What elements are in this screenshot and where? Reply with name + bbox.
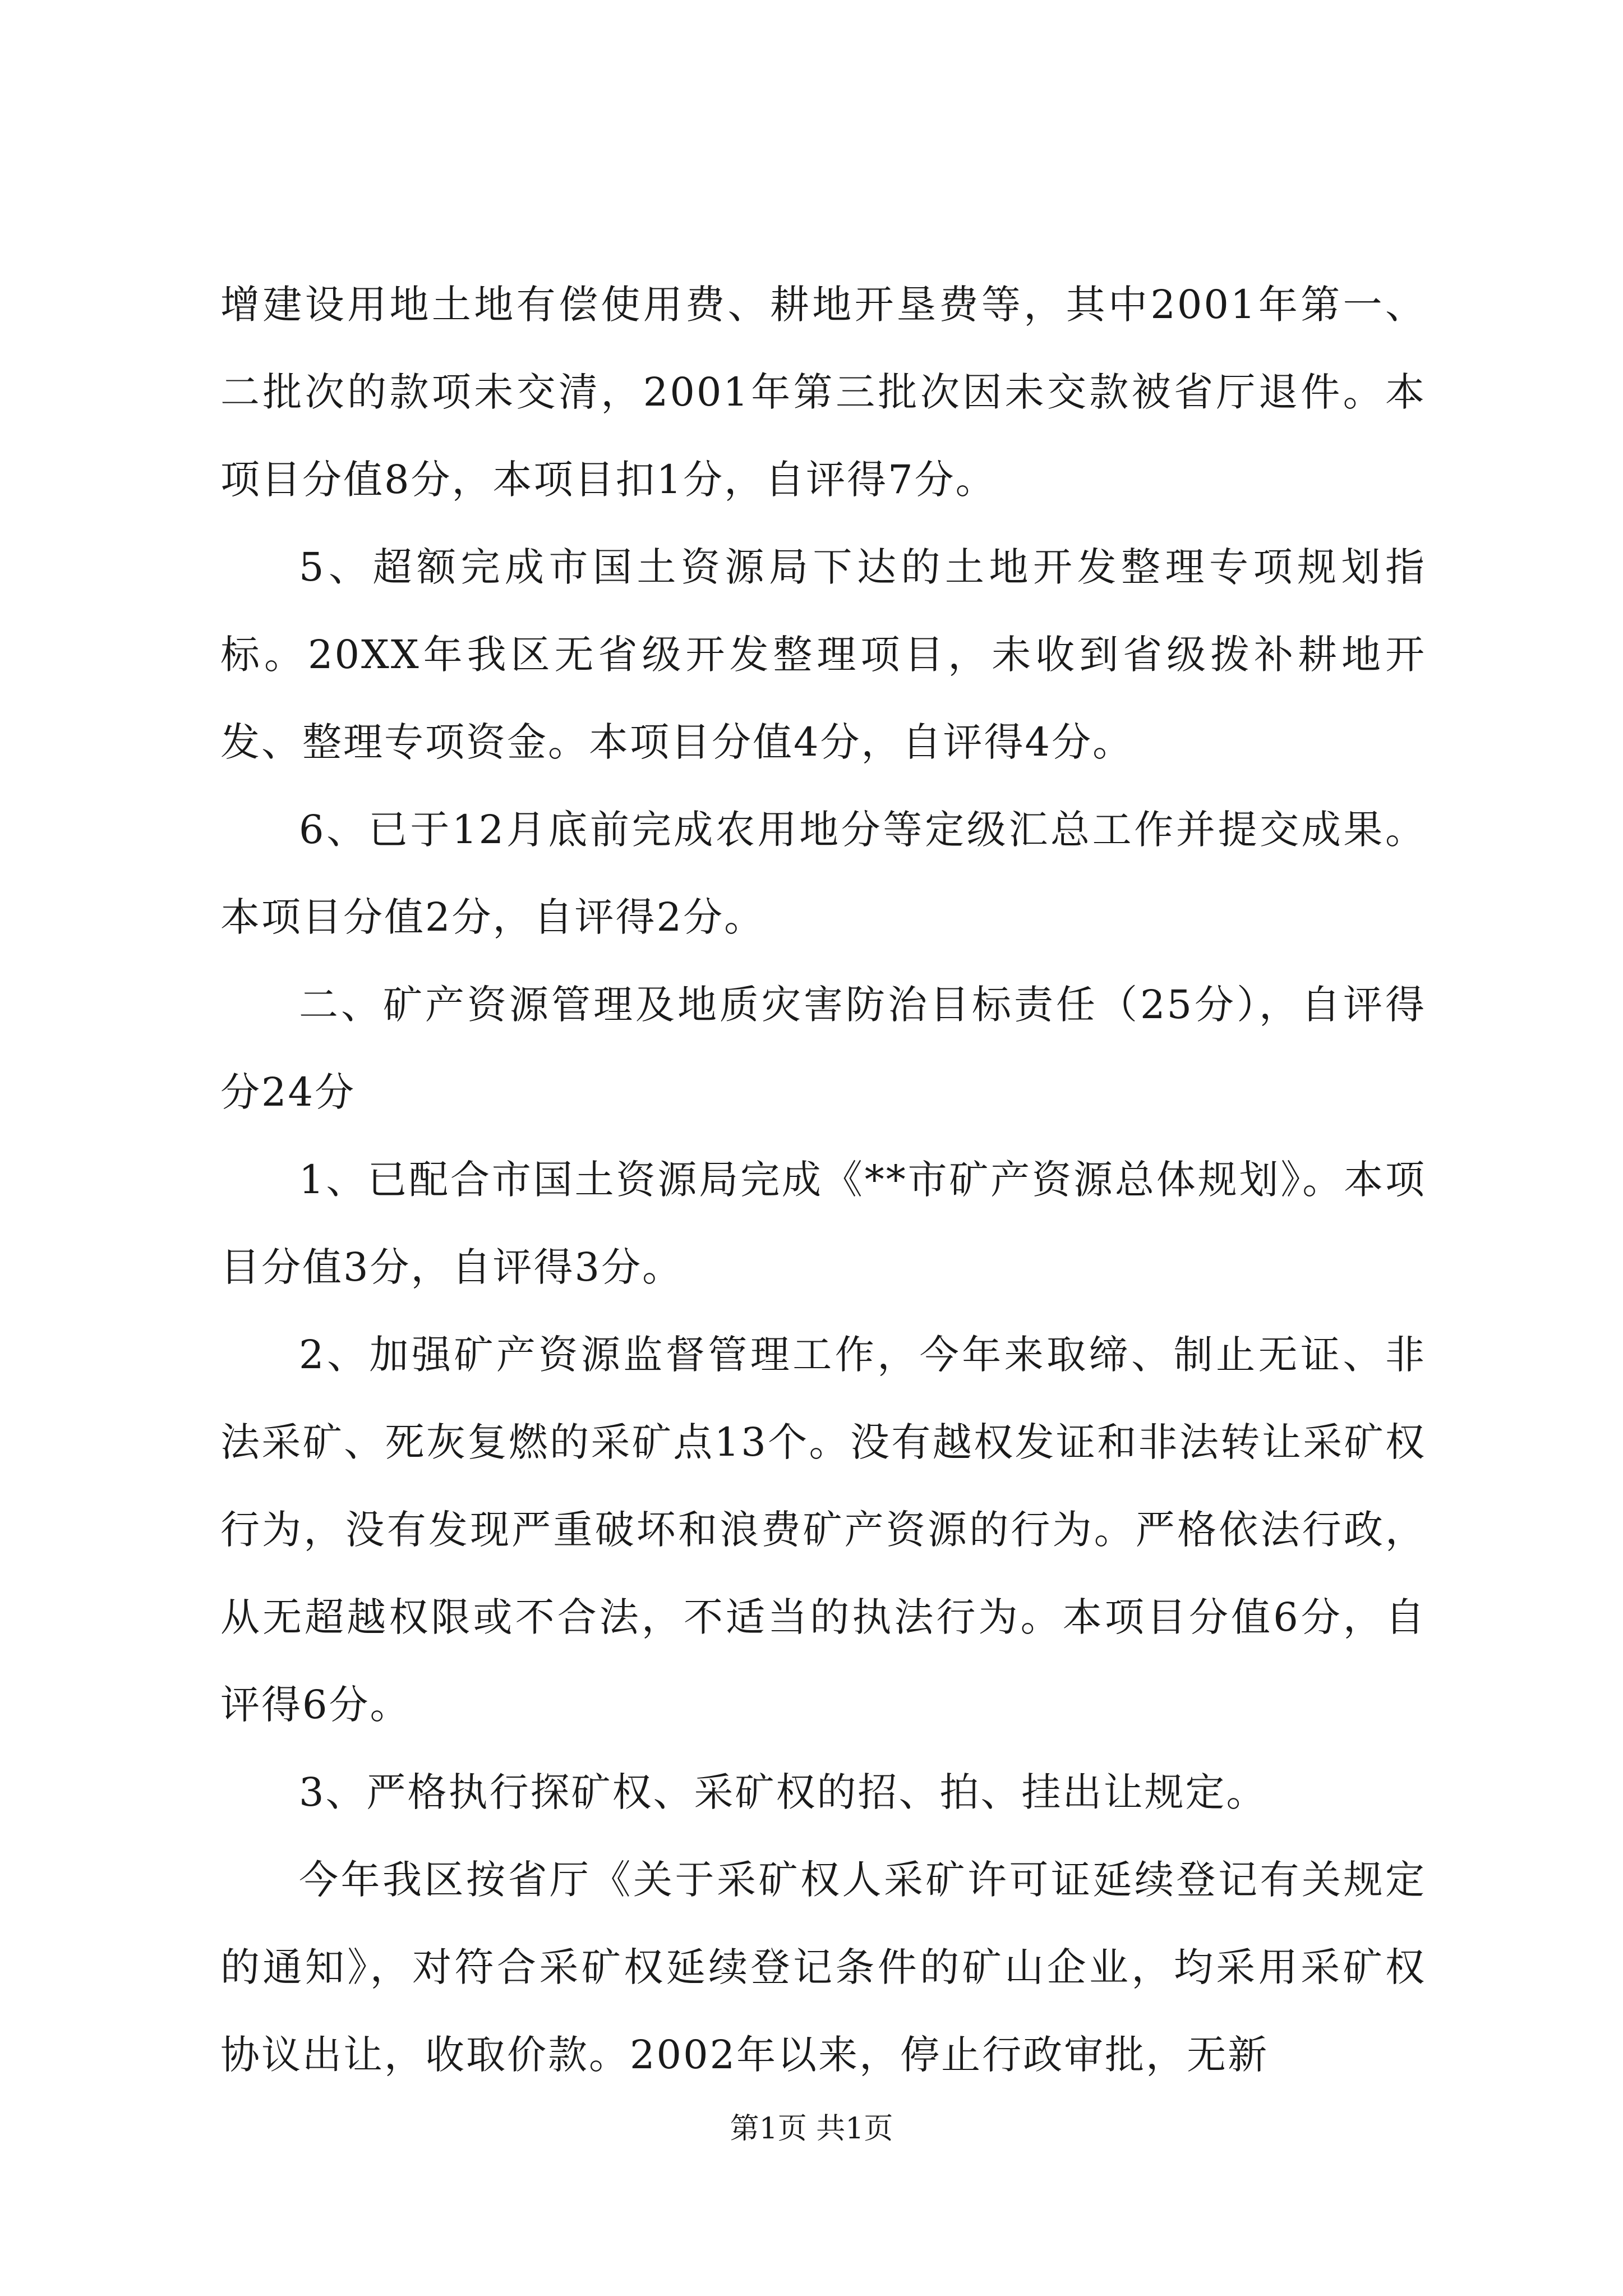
paragraph-8: 今年我区按省厅《关于采矿权人采矿许可证延续登记有关规定的通知》，对符合采矿权延续登记条件的矿山企业，均采用采矿权协议出让，收取价款。2002年以来，停止行政审批，无新: [220, 1857, 1426, 2078]
section-heading-2: 二、矿产资源管理及地质灾害防治目标责任（25分），自评得分24分: [220, 982, 1426, 1115]
paragraph-1: 增建设用地土地有偿使用费、耕地开垦费等，其中2001年第一、二批次的款项未交清，2001年第三批次因未交款被省厅退件。本项目分值8分，本项目扣1分，自评得7分。: [220, 282, 1426, 503]
paragraph-5: 1、已配合市国土资源局完成《**市矿产资源总体规划》。本项目分值3分，自评得3分。: [220, 1157, 1426, 1290]
page-footer: 第1页 共1页: [730, 2112, 893, 2146]
paragraph-2: 5、超额完成市国土资源局下达的土地开发整理专项规划指标。20XX年我区无省级开发整理项目，未收到省级拨补耕地开发、整理专项资金。本项目分值4分，自评得4分。: [220, 544, 1426, 765]
paragraph-6: 2、加强矿产资源监督管理工作，今年来取缔、制止无证、非法采矿、死灰复燃的采矿点13个。没有越权发证和非法转让采矿权行为，没有发现严重破坏和浪费矿产资源的行为。严格依法行政，从无超越权限或不合法，不适当的执法行为。本项目分值6分，自评得6分。: [220, 1332, 1426, 1728]
paragraph-3: 6、已于12月底前完成农用地分等定级汇总工作并提交成果。本项目分值2分，自评得2分。: [220, 807, 1426, 940]
document-body: [220, 261, 1426, 2099]
paragraph-7: 3、严格执行探矿权、采矿权的招、拍、挂出让规定。: [299, 1769, 1267, 1815]
